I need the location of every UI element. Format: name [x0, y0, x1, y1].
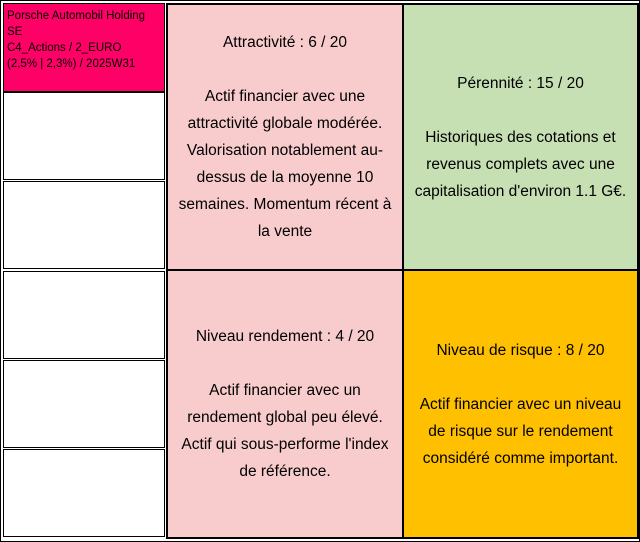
asset-category: C4_Actions / 2_EURO [7, 42, 122, 54]
empty-cell-3 [3, 271, 165, 359]
asset-name-line-1: Porsche Automobil Holding [7, 10, 146, 22]
risque-panel [402, 269, 639, 539]
perennite-text: Historiques des cotations et revenus complets avec une capitalisation d'environ 1.1 G€. [414, 128, 627, 200]
asset-name-line-2: SE [7, 26, 23, 38]
risque-title: Niveau de risque : 8 / 20 [436, 341, 605, 359]
rendement-text: Actif financier avec un rendement global peu élevé. Actif qui sous-performe l'index de référence. [181, 382, 389, 480]
empty-cell-2 [3, 181, 165, 269]
perennite-title: Pérennité : 15 / 20 [457, 74, 584, 92]
empty-cell-5 [3, 449, 165, 537]
empty-cell-1 [3, 92, 165, 180]
rendement-title: Niveau rendement : 4 / 20 [195, 328, 375, 345]
risque-text: Actif financier avec un niveau de risque sur le rendement considéré comme important. [419, 395, 622, 467]
empty-cell-4 [3, 360, 165, 448]
attractivite-title: Attractivité : 6 / 20 [222, 34, 348, 51]
perennite-panel [402, 3, 639, 271]
asset-period: (2,5% | 2,3%) / 2025W31 [7, 58, 136, 70]
asset-header [3, 3, 165, 92]
rendement-panel [166, 269, 404, 539]
attractivite-text: Actif financier avec une attractivité globale modérée. Valorisation notablement au-dessus de la moyenne 10 semaines. Momentum récent à la vente [178, 88, 392, 240]
attractivite-panel [166, 3, 404, 271]
